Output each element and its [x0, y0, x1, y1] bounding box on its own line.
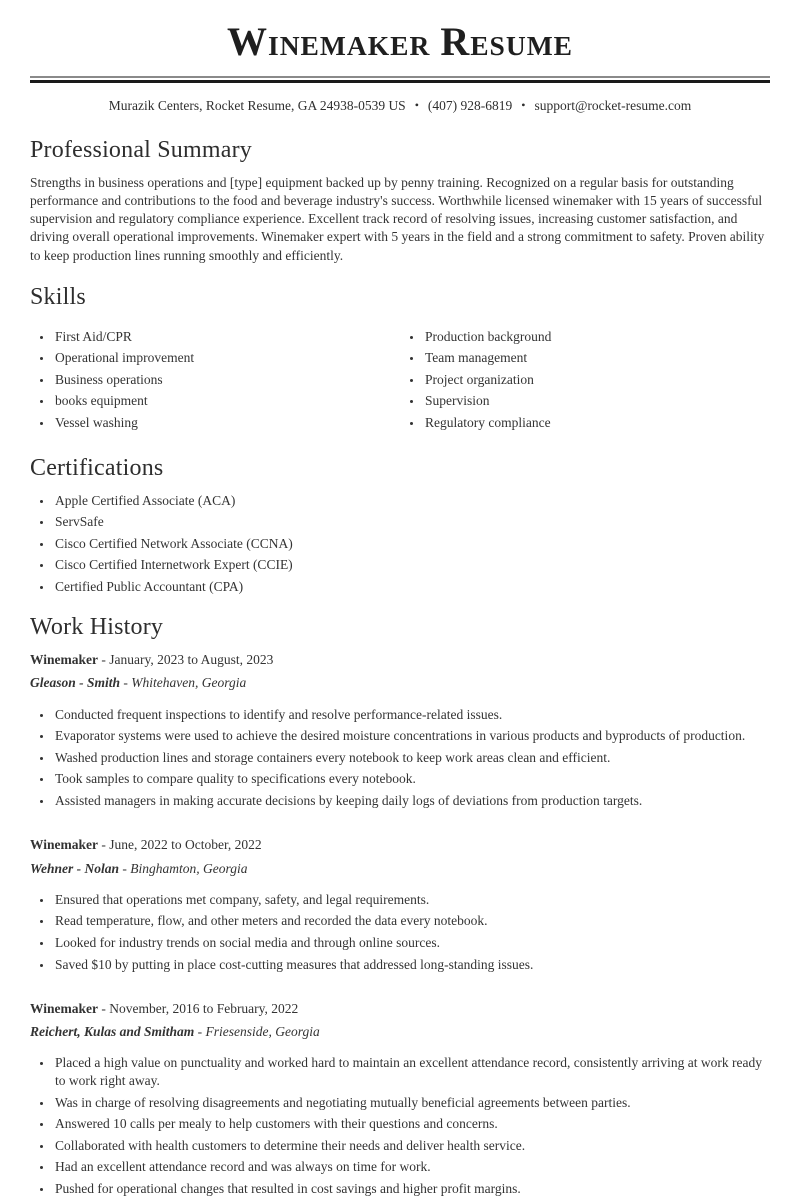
list-item: • Was in charge of resolving disagreements and negotiating mutually beneficial agreements between parties.	[53, 1094, 770, 1112]
list-item: • Conducted frequent inspections to identify and resolve performance-related issues.	[53, 706, 770, 724]
resume-title	[30, 19, 770, 64]
job-bullet-list	[30, 1054, 770, 1197]
job-title-line	[30, 651, 770, 669]
list-item: • Placed a high value on punctuality and worked hard to maintain an excellent attendance record, consistently arriving at work ready to work right away.	[53, 1054, 770, 1089]
list-item: • Washed production lines and storage containers every notebook to keep work areas clean and efficient.	[53, 749, 770, 767]
job-title: Winemaker	[30, 652, 98, 668]
job-company: Wehner - Nolan	[30, 860, 120, 876]
job-dates: June, 2022 to October, 2022	[109, 837, 262, 853]
job-location: Friesenside, Georgia	[205, 1024, 320, 1040]
list-item: • Ensured that operations met company, safety, and legal requirements.	[53, 891, 770, 909]
job-company: Gleason - Smith	[30, 675, 121, 691]
section-heading-professional-summary: Professional Summary	[30, 137, 252, 163]
list-item: • ServSafe	[53, 513, 770, 531]
job-title-line	[30, 836, 770, 854]
job-separator: -	[123, 675, 128, 691]
divider-rule-bottom	[30, 80, 770, 83]
list-item: • Team management	[423, 349, 770, 367]
job-title-line	[30, 1000, 770, 1018]
job-entry	[30, 1000, 770, 1197]
title-word-winemaker	[227, 19, 431, 64]
contact-address: Murazik Centers, Rocket Resume, GA 24938-0539 US	[108, 98, 406, 113]
title-initial: W	[227, 19, 268, 64]
title-rest: INEMAKER	[268, 30, 431, 61]
list-item: • Had an excellent attendance record and was always on time for work.	[53, 1158, 770, 1176]
job-entry	[30, 651, 770, 809]
list-item: • Cisco Certified Internetwork Expert (CCIE)	[53, 556, 770, 574]
resume-page	[0, 19, 800, 1196]
title-initial: R	[440, 19, 471, 64]
contact-email: support@rocket-resume.com	[534, 98, 692, 113]
job-dates: January, 2023 to August, 2023	[109, 652, 274, 668]
list-item: • Answered 10 calls per mealy to help customers with their questions and concerns.	[53, 1115, 770, 1133]
list-item: • Read temperature, flow, and other meters and recorded the data every notebook.	[53, 912, 770, 930]
list-item: • Regulatory compliance	[423, 414, 770, 432]
job-company-line	[30, 1023, 770, 1041]
professional-summary-text: Strengths in business operations and [type] equipment backed up by penny training. Recognized on a regular basis for outstanding performance and contributions to the food and beverage industry's success. Worthwhile licensed winemaker with 15 years of successful supervision and regulatory compliance experience. Excellent track record of resolving issues, increasing customer satisfaction, and driving overall operational improvements. Winemaker expert with 5 years in the field and a strong commitment to safety. Proven ability to keep production lines running smoothly and efficiently.	[30, 175, 765, 263]
job-company: Reichert, Kulas and Smitham	[30, 1024, 195, 1040]
list-item: • Project organization	[423, 371, 770, 389]
list-item: • Collaborated with health customers to determine their needs and deliver health service.	[53, 1137, 770, 1155]
list-item: • Assisted managers in making accurate decisions by keeping daily logs of deviations from production targets.	[53, 792, 770, 810]
job-entry	[30, 836, 770, 973]
section-heading-certifications: Certifications	[30, 454, 164, 481]
title-rest: ESUME	[470, 30, 573, 61]
list-item: • Certified Public Accountant (CPA)	[53, 578, 770, 596]
list-item: • Pushed for operational changes that resulted in cost savings and higher profit margins.	[53, 1180, 770, 1198]
title-word-resume	[440, 19, 573, 64]
skills-list-right	[400, 328, 770, 436]
job-separator: -	[101, 837, 106, 853]
list-item: • Evaporator systems were used to achieve the desired moisture concentrations in various products and byproducts of production.	[53, 727, 770, 745]
list-item: • Operational improvement	[53, 349, 400, 367]
skills-columns	[30, 321, 770, 436]
list-item: • Production background	[423, 328, 770, 346]
list-item: • Apple Certified Associate (ACA)	[53, 492, 770, 510]
job-separator: -	[101, 1001, 106, 1017]
section-heading-skills: Skills	[30, 283, 86, 310]
certifications-list	[30, 492, 770, 596]
job-separator: -	[122, 860, 127, 876]
divider-rule-top	[30, 76, 770, 78]
job-title: Winemaker	[30, 837, 98, 853]
job-company-line	[30, 860, 770, 878]
job-bullet-list	[30, 891, 770, 973]
list-item: • Cisco Certified Network Associate (CCNA)	[53, 535, 770, 553]
list-item: • Vessel washing	[53, 414, 400, 432]
work-history-jobs	[30, 651, 770, 1197]
list-item: • Looked for industry trends on social media and through online sources.	[53, 934, 770, 952]
list-item: • Business operations	[53, 371, 400, 389]
job-bullet-list	[30, 706, 770, 810]
job-company-line	[30, 674, 770, 692]
contact-separator: •	[521, 98, 526, 112]
list-item: • Supervision	[423, 392, 770, 410]
contact-phone: (407) 928-6819	[427, 98, 513, 113]
contact-line	[30, 98, 770, 114]
list-item: • books equipment	[53, 392, 400, 410]
job-separator: -	[197, 1024, 203, 1040]
job-location: Whitehaven, Georgia	[131, 675, 247, 691]
job-location: Binghamton, Georgia	[130, 860, 248, 876]
skills-list-left	[30, 328, 400, 436]
job-separator: -	[101, 652, 106, 668]
job-title: Winemaker	[30, 1001, 98, 1017]
list-item: • Saved $10 by putting in place cost-cutting measures that addressed long-standing issues.	[53, 956, 770, 974]
list-item: • Took samples to compare quality to specifications every notebook.	[53, 770, 770, 788]
section-heading-work-history: Work History	[30, 614, 164, 641]
contact-separator: •	[414, 98, 419, 112]
job-dates: November, 2016 to February, 2022	[109, 1001, 299, 1017]
list-item: • First Aid/CPR	[53, 328, 400, 346]
